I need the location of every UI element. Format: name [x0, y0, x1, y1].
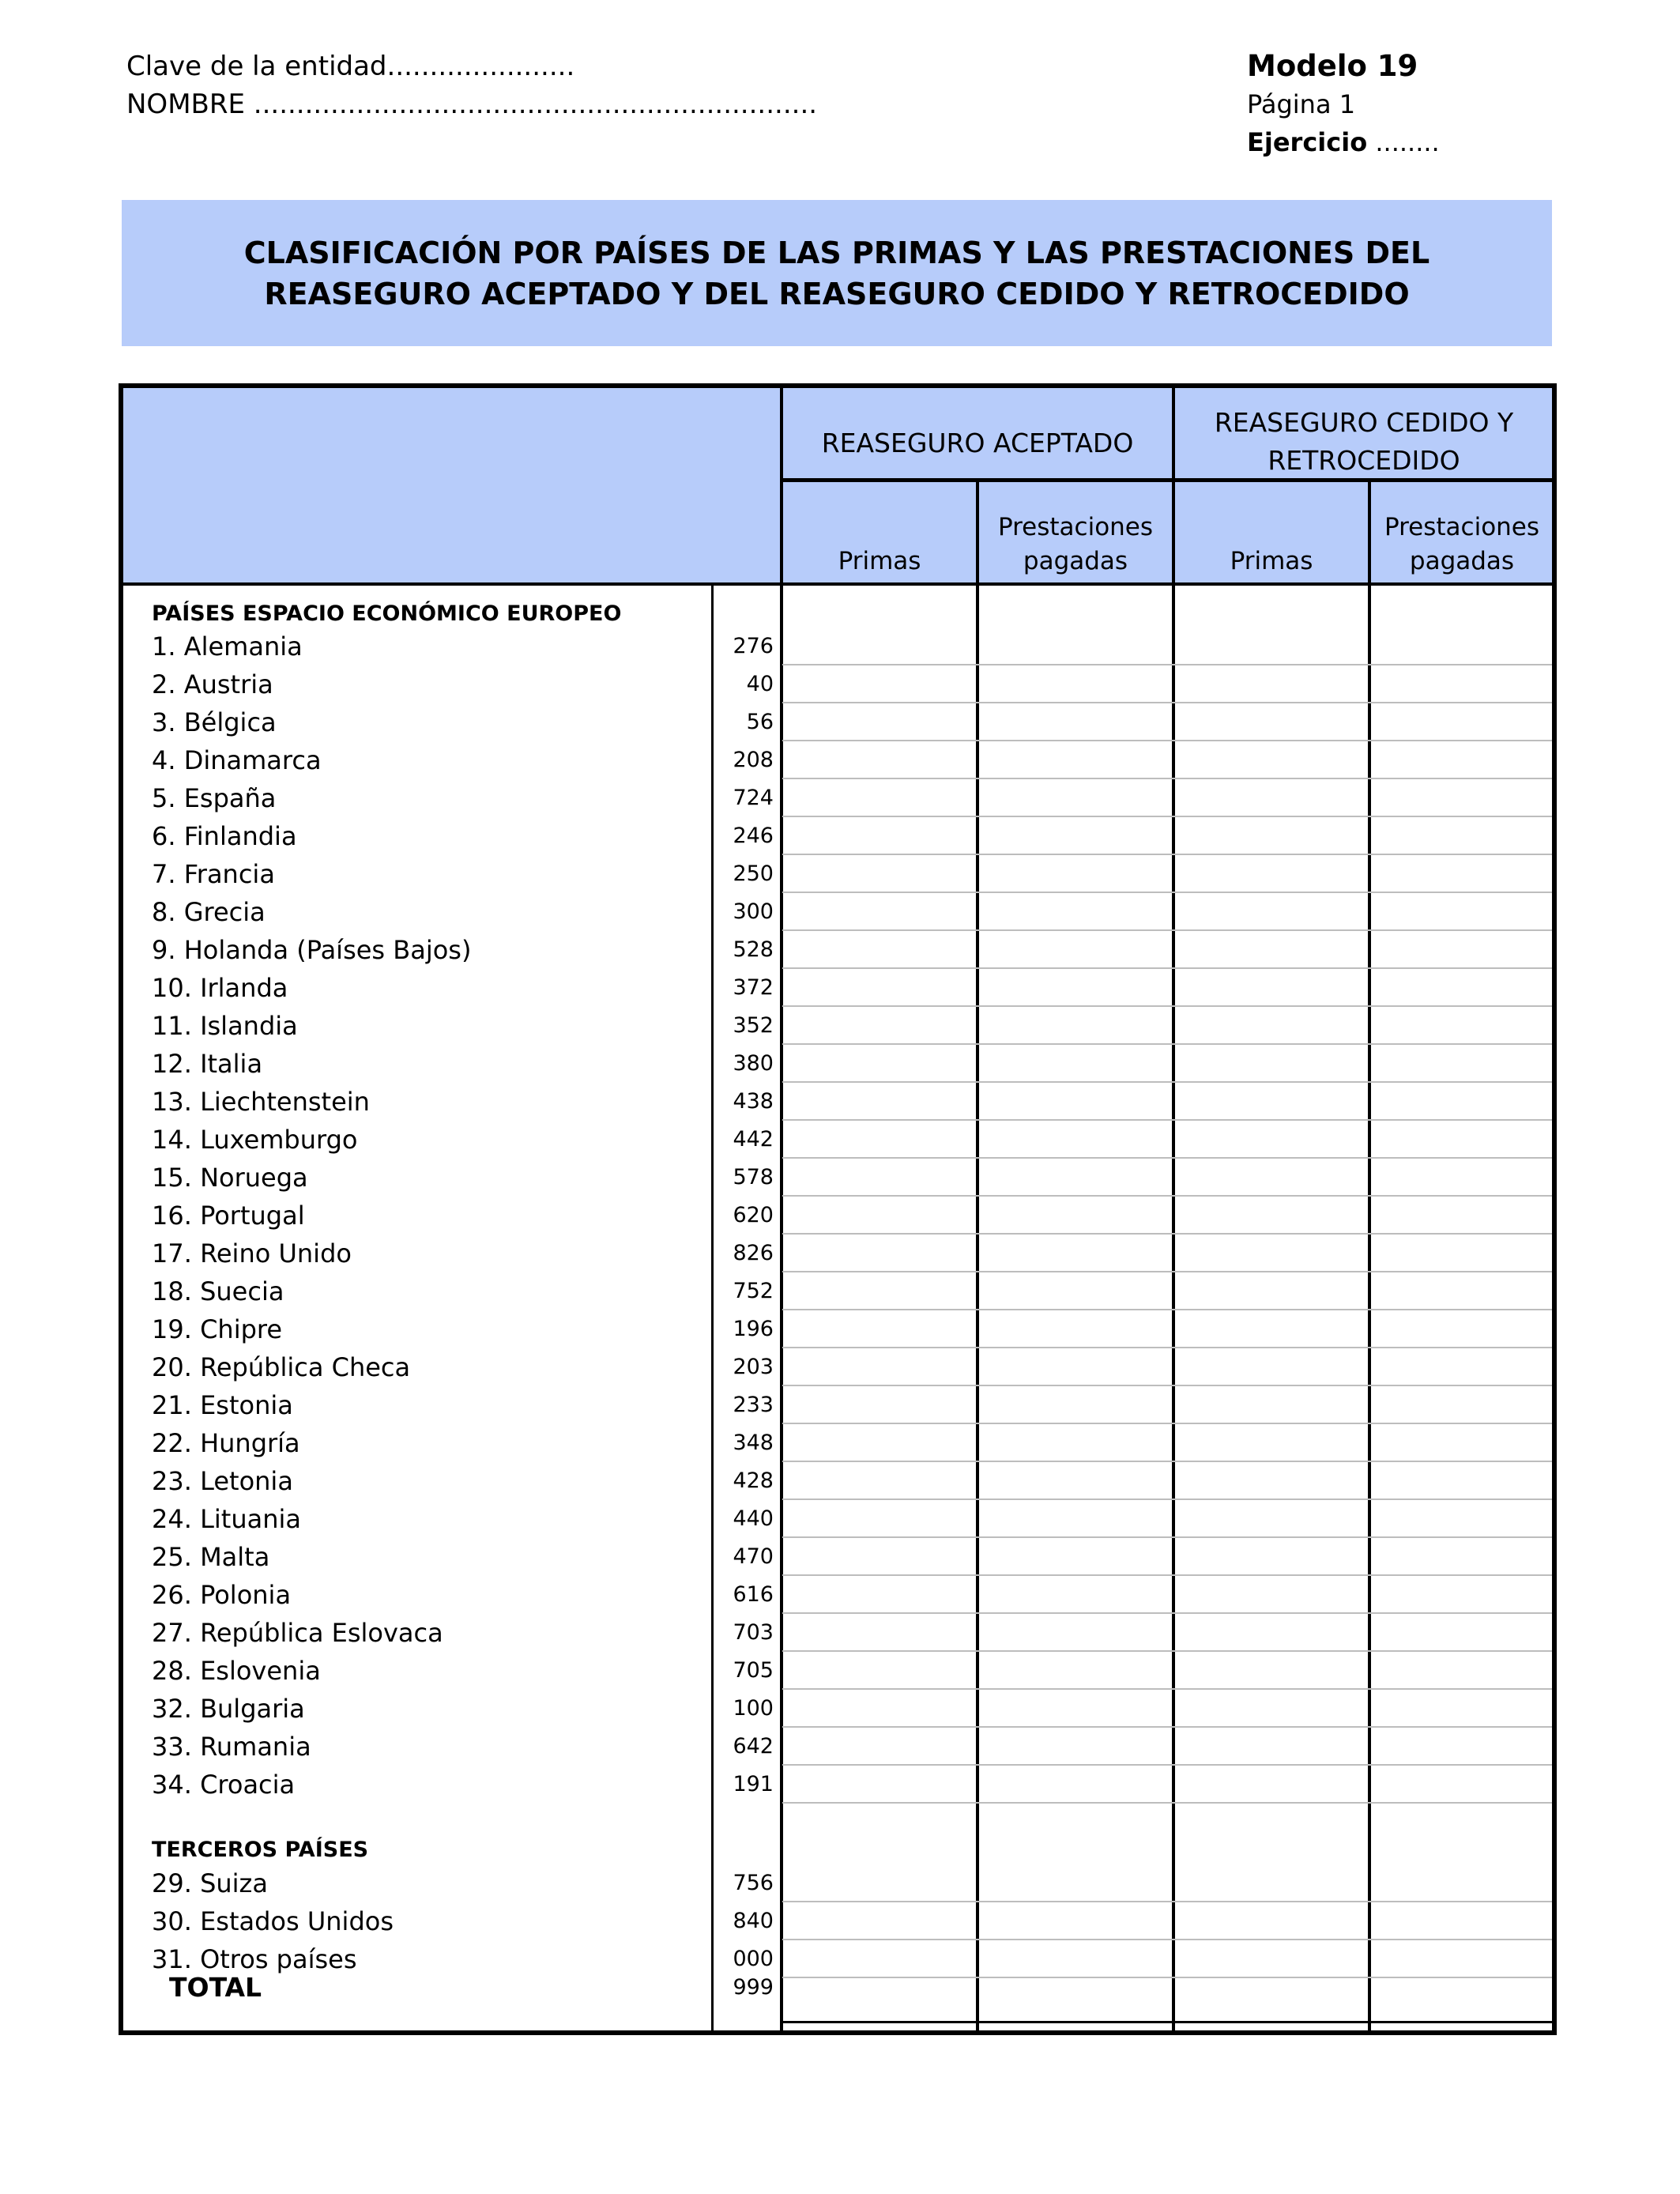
country-code: 756 — [733, 1871, 774, 1895]
table-row — [123, 1272, 1552, 1310]
ejercicio-field[interactable] — [1247, 123, 1440, 161]
table-row — [123, 1728, 1552, 1766]
country-code: 840 — [733, 1909, 774, 1933]
country-label: 7. Francia — [152, 859, 275, 889]
countries-table — [119, 383, 1557, 2035]
country-label: 10. Irlanda — [152, 973, 288, 1003]
country-label: 33. Rumania — [152, 1732, 311, 1762]
total-label: TOTAL — [169, 1972, 262, 2003]
table-row — [123, 779, 1552, 817]
country-code: 705 — [733, 1658, 774, 1683]
table-row — [123, 628, 1552, 665]
primas-aceptado-header: Primas — [838, 547, 921, 575]
country-code: 000 — [733, 1947, 774, 1971]
country-code: 620 — [733, 1203, 774, 1227]
table-row — [123, 1864, 1552, 1902]
table-row — [123, 1538, 1552, 1576]
country-label: 24. Lituania — [152, 1504, 301, 1534]
country-code: 440 — [733, 1506, 774, 1531]
nombre-field[interactable]: NOMBRE .................................................................. — [126, 89, 818, 120]
table-row — [123, 1576, 1552, 1614]
table-row — [123, 969, 1552, 1007]
country-label: 15. Noruega — [152, 1163, 308, 1193]
country-label: 11. Islandia — [152, 1011, 298, 1041]
country-code: 724 — [733, 786, 774, 810]
table-row — [123, 1235, 1552, 1272]
header-bottom-rule — [123, 582, 1552, 586]
table-row — [123, 931, 1552, 969]
country-label: 4. Dinamarca — [152, 745, 322, 775]
table-row — [123, 1159, 1552, 1197]
country-label: 9. Holanda (Países Bajos) — [152, 935, 472, 965]
country-label: 13. Liechtenstein — [152, 1087, 370, 1117]
table-row — [123, 855, 1552, 893]
ejercicio-label: Ejercicio — [1247, 127, 1368, 157]
country-label: 1. Alemania — [152, 631, 303, 662]
country-label: 17. Reino Unido — [152, 1238, 352, 1269]
table-row — [123, 1614, 1552, 1652]
country-code: 40 — [746, 672, 774, 696]
total-row — [123, 1969, 1552, 2007]
prestaciones-line2: pagadas — [1023, 547, 1128, 575]
country-label: 25. Malta — [152, 1542, 270, 1572]
country-label: 27. República Eslovaca — [152, 1618, 443, 1648]
country-label: 14. Luxemburgo — [152, 1125, 358, 1155]
prestaciones-line2: pagadas — [1409, 547, 1515, 575]
country-code: 233 — [733, 1393, 774, 1417]
country-label: 21. Estonia — [152, 1390, 293, 1420]
country-label: 8. Grecia — [152, 897, 266, 927]
table-row — [123, 893, 1552, 931]
country-label: 26. Polonia — [152, 1580, 292, 1610]
country-code: 442 — [733, 1127, 774, 1152]
reaseguro-aceptado-header: REASEGURO ACEPTADO — [821, 428, 1134, 458]
table-row — [123, 665, 1552, 703]
country-label: 3. Bélgica — [152, 707, 277, 737]
table-row — [123, 741, 1552, 779]
table-row — [123, 1690, 1552, 1728]
country-code: 642 — [733, 1734, 774, 1759]
country-label: 16. Portugal — [152, 1201, 305, 1231]
country-code: 703 — [733, 1620, 774, 1645]
table-row — [123, 1652, 1552, 1690]
country-code: 578 — [733, 1165, 774, 1189]
country-label: 30. Estados Unidos — [152, 1906, 394, 1936]
country-label: 32. Bulgaria — [152, 1694, 305, 1724]
prestaciones-line1: Prestaciones — [1384, 513, 1540, 541]
country-code: 208 — [733, 748, 774, 772]
table-row — [123, 1083, 1552, 1121]
country-label: 23. Letonia — [152, 1466, 293, 1496]
table-row — [123, 1902, 1552, 1940]
section-terceros-title: TERCEROS PAÍSES — [152, 1838, 369, 1862]
country-code: 470 — [733, 1544, 774, 1569]
pagina-label: Página 1 — [1247, 89, 1356, 119]
clave-entidad-field[interactable]: Clave de la entidad...................... — [126, 51, 575, 82]
country-label: 18. Suecia — [152, 1276, 284, 1306]
country-label: 12. Italia — [152, 1049, 263, 1079]
country-code: 203 — [733, 1355, 774, 1379]
form-title-line1: CLASIFICACIÓN POR PAÍSES DE LAS PRIMAS Y LAS PRESTACIONES DEL — [243, 235, 1430, 270]
prestaciones-line1: Prestaciones — [997, 513, 1154, 541]
table-row — [123, 1348, 1552, 1386]
country-label: 34. Croacia — [152, 1770, 296, 1800]
country-label: 5. España — [152, 783, 277, 813]
country-code: 100 — [733, 1696, 774, 1721]
entity-header — [126, 47, 817, 123]
country-label: 19. Chipre — [152, 1314, 283, 1344]
table-row — [123, 1197, 1552, 1235]
row-separator — [782, 1802, 1552, 1804]
country-code: 196 — [733, 1317, 774, 1341]
country-code: 348 — [733, 1431, 774, 1455]
country-code: 428 — [733, 1468, 774, 1493]
table-row — [123, 703, 1552, 741]
reaseguro-cedido-line1: REASEGURO CEDIDO Y — [1214, 407, 1514, 438]
country-code: 752 — [733, 1279, 774, 1303]
table-row — [123, 817, 1552, 855]
country-code: 616 — [733, 1582, 774, 1607]
modelo-label: Modelo 19 — [1247, 49, 1418, 83]
reaseguro-cedido-header — [1175, 404, 1553, 480]
country-code: 56 — [746, 710, 774, 734]
model-info — [1247, 47, 1440, 161]
reaseguro-cedido-line2: RETROCEDIDO — [1268, 445, 1460, 476]
country-code: 276 — [733, 634, 774, 658]
table-row — [123, 1386, 1552, 1424]
total-line — [782, 2021, 1552, 2023]
country-label: 6. Finlandia — [152, 821, 297, 851]
prestaciones-aceptado-header — [979, 511, 1172, 579]
section-eee-title: PAÍSES ESPACIO ECONÓMICO EUROPEO — [152, 601, 622, 626]
country-code: 352 — [733, 1013, 774, 1038]
total-code: 999 — [733, 1975, 774, 2000]
table-row — [123, 1462, 1552, 1500]
country-label: 20. República Checa — [152, 1352, 411, 1382]
table-row — [123, 1045, 1552, 1083]
form-title-line2: REASEGURO ACEPTADO Y DEL REASEGURO CEDIDO Y RETROCEDIDO — [264, 276, 1410, 311]
country-label: 29. Suiza — [152, 1868, 268, 1898]
prestaciones-cedido-header — [1371, 511, 1553, 579]
country-code: 438 — [733, 1089, 774, 1114]
country-label: 2. Austria — [152, 669, 273, 699]
form-title-banner — [122, 200, 1552, 346]
table-row — [123, 1007, 1552, 1045]
country-code: 250 — [733, 861, 774, 886]
table-row — [123, 1310, 1552, 1348]
primas-cedido-header: Primas — [1230, 547, 1313, 575]
table-row — [123, 1500, 1552, 1538]
table-row — [123, 1121, 1552, 1159]
country-code: 300 — [733, 899, 774, 924]
country-code: 191 — [733, 1772, 774, 1796]
country-code: 380 — [733, 1051, 774, 1076]
table-row — [123, 1424, 1552, 1462]
country-label: 22. Hungría — [152, 1428, 300, 1458]
country-code: 528 — [733, 937, 774, 962]
country-code: 372 — [733, 975, 774, 1000]
country-label: 28. Eslovenia — [152, 1656, 321, 1686]
country-code: 826 — [733, 1241, 774, 1265]
country-label: 31. Otros países — [152, 1944, 357, 1974]
country-code: 246 — [733, 824, 774, 848]
ejercicio-dots[interactable]: ........ — [1375, 127, 1440, 157]
table-row — [123, 1766, 1552, 1804]
